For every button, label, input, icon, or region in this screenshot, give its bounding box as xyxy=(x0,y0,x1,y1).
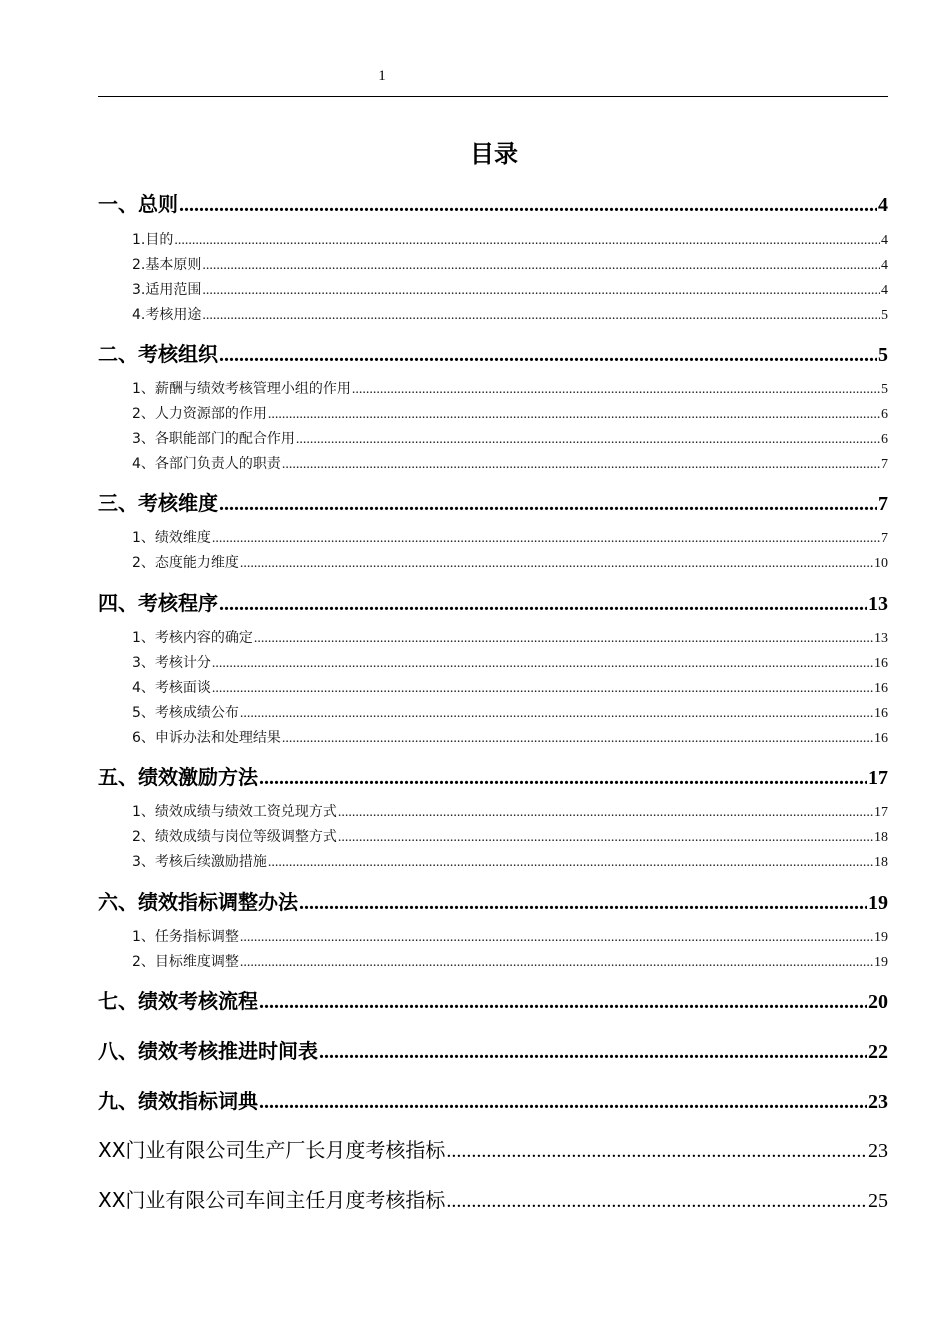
toc-entry-label: 1.目的 xyxy=(132,232,174,248)
toc-dot-leader xyxy=(319,1041,867,1064)
toc-dot-leader xyxy=(282,457,880,473)
toc-entry-page: 16 xyxy=(874,656,888,671)
toc-entry-label: 四、考核程序 xyxy=(98,591,218,615)
toc-entry-page: 4 xyxy=(878,194,888,216)
toc-entry-label: 5、考核成绩公布 xyxy=(132,705,239,721)
toc-entry-page: 16 xyxy=(874,731,888,746)
toc-entry-page: 23 xyxy=(868,1091,888,1113)
toc-dot-leader xyxy=(296,432,880,448)
toc-entry-label: 3、考核后续激励措施 xyxy=(132,854,267,870)
toc-entry-page: 17 xyxy=(874,805,888,820)
toc-entry-page: 13 xyxy=(868,593,888,615)
toc-entry-page: 7 xyxy=(881,531,888,546)
toc-entry-label: 一、总则 xyxy=(98,192,178,216)
toc-dot-leader xyxy=(240,706,873,722)
toc-subentry[interactable] xyxy=(132,926,888,946)
toc-subentry[interactable] xyxy=(132,453,888,473)
toc-entry-label: 二、考核组织 xyxy=(98,342,218,366)
header-rule xyxy=(98,96,888,97)
toc-entry[interactable] xyxy=(98,1085,888,1111)
toc-title: 目录 xyxy=(470,140,518,168)
toc-entry-page: 17 xyxy=(868,767,888,789)
toc-entry-label: 2、绩效成绩与岗位等级调整方式 xyxy=(132,829,337,845)
toc-dot-leader xyxy=(240,556,873,572)
toc-dot-leader xyxy=(268,855,873,871)
toc-subentry[interactable] xyxy=(132,552,888,572)
toc-entry-label: 八、绩效考核推进时间表 xyxy=(98,1039,318,1063)
toc-dot-leader xyxy=(202,283,880,299)
toc-entry-page: 13 xyxy=(874,631,888,646)
toc-entry-label: 3.适用范围 xyxy=(132,282,202,298)
toc-entry[interactable] xyxy=(98,487,888,513)
toc-entry-page: 5 xyxy=(878,344,888,366)
toc-dot-leader xyxy=(254,631,873,647)
toc-entry-label: 2、人力资源部的作用 xyxy=(132,406,267,422)
toc-entry[interactable] xyxy=(98,587,888,613)
toc-subentry[interactable] xyxy=(132,428,888,448)
toc-entry[interactable] xyxy=(98,188,888,214)
toc-entry-page: 6 xyxy=(881,407,888,422)
toc-entry-page: 20 xyxy=(868,991,888,1013)
toc-subentry[interactable] xyxy=(132,677,888,697)
toc-entry-page: 5 xyxy=(881,308,888,323)
toc-entry-label: 3、各职能部门的配合作用 xyxy=(132,431,295,447)
toc-entry-label: XX门业有限公司车间主任月度考核指标 xyxy=(98,1188,446,1212)
toc-entry-label: 2、态度能力维度 xyxy=(132,555,239,571)
toc-entry-page: 10 xyxy=(874,556,888,571)
toc-entry-page: 18 xyxy=(874,830,888,845)
toc-dot-leader xyxy=(338,805,873,821)
toc-entry-label: 1、任务指标调整 xyxy=(132,929,239,945)
toc-entry-label: 九、绩效指标词典 xyxy=(98,1089,258,1113)
toc-dot-leader xyxy=(299,892,867,915)
toc-dot-leader xyxy=(219,593,867,616)
toc-entry-label: XX门业有限公司生产厂长月度考核指标 xyxy=(98,1138,446,1162)
toc-entry-page: 7 xyxy=(878,493,888,515)
toc-dot-leader xyxy=(202,258,880,274)
toc-subentry[interactable] xyxy=(132,851,888,871)
toc-dot-leader xyxy=(212,656,873,672)
toc-subentry[interactable] xyxy=(132,279,888,299)
toc-entry-page: 23 xyxy=(868,1140,888,1162)
toc-entry-label: 三、考核维度 xyxy=(98,491,218,515)
toc-entry[interactable] xyxy=(98,761,888,787)
toc-entry-page: 5 xyxy=(881,382,888,397)
toc-dot-leader xyxy=(259,991,867,1014)
toc-entry-page: 4 xyxy=(881,233,888,248)
toc-entry-page: 16 xyxy=(874,706,888,721)
toc-entry-page: 22 xyxy=(868,1041,888,1063)
toc-subentry[interactable] xyxy=(132,527,888,547)
toc-entry-page: 4 xyxy=(881,258,888,273)
toc-entry-label: 五、绩效激励方法 xyxy=(98,765,258,789)
toc-subentry[interactable] xyxy=(132,652,888,672)
toc-dot-leader xyxy=(212,681,873,697)
toc-dot-leader xyxy=(219,344,877,367)
toc-dot-leader xyxy=(240,930,873,946)
toc-entry-label: 2.基本原则 xyxy=(132,257,202,273)
toc-subentry[interactable] xyxy=(132,702,888,722)
toc-entry-label: 2、目标维度调整 xyxy=(132,954,239,970)
toc-entry[interactable] xyxy=(98,1184,888,1210)
toc-entry-page: 6 xyxy=(881,432,888,447)
toc-entry-page: 25 xyxy=(868,1190,888,1212)
toc-subentry[interactable] xyxy=(132,403,888,423)
toc-subentry[interactable] xyxy=(132,951,888,971)
toc-entry[interactable] xyxy=(98,985,888,1011)
toc-dot-leader xyxy=(212,531,880,547)
toc-entry[interactable] xyxy=(98,338,888,364)
toc-entry-page: 16 xyxy=(874,681,888,696)
toc-entry[interactable] xyxy=(98,1134,888,1160)
toc-dot-leader xyxy=(259,767,867,790)
toc-dot-leader xyxy=(268,407,880,423)
toc-entry-label: 1、考核内容的确定 xyxy=(132,630,253,646)
toc-subentry[interactable] xyxy=(132,254,888,274)
toc-subentry[interactable] xyxy=(132,304,888,324)
toc-entry-label: 六、绩效指标调整办法 xyxy=(98,890,298,914)
toc-subentry[interactable] xyxy=(132,727,888,747)
toc-dot-leader xyxy=(219,493,877,516)
toc-dot-leader xyxy=(446,1190,867,1213)
toc-dot-leader xyxy=(202,308,880,324)
toc-subentry[interactable] xyxy=(132,627,888,647)
toc-entry-page: 18 xyxy=(874,855,888,870)
toc-entry-page: 4 xyxy=(881,283,888,298)
toc-entry-label: 4、各部门负责人的职责 xyxy=(132,456,281,472)
toc-entry-label: 1、绩效维度 xyxy=(132,530,211,546)
toc-subentry[interactable] xyxy=(132,826,888,846)
toc-entry-page: 19 xyxy=(868,892,888,914)
toc-dot-leader xyxy=(179,194,877,217)
toc-dot-leader xyxy=(174,233,880,249)
page-number: 1 xyxy=(378,68,386,84)
toc-dot-leader xyxy=(282,731,873,747)
toc-entry-page: 7 xyxy=(881,457,888,472)
toc-dot-leader xyxy=(259,1091,867,1114)
toc-subentry[interactable] xyxy=(132,378,888,398)
toc-entry-label: 4.考核用途 xyxy=(132,307,202,323)
toc-dot-leader xyxy=(338,830,873,846)
toc-subentry[interactable] xyxy=(132,801,888,821)
toc-entry-label: 1、薪酬与绩效考核管理小组的作用 xyxy=(132,381,351,397)
toc-entry-label: 3、考核计分 xyxy=(132,655,211,671)
toc-entry-label: 1、绩效成绩与绩效工资兑现方式 xyxy=(132,804,337,820)
toc-dot-leader xyxy=(240,955,873,971)
toc-dot-leader xyxy=(352,382,880,398)
toc-entry-page: 19 xyxy=(874,930,888,945)
toc-entry-label: 6、申诉办法和处理结果 xyxy=(132,730,281,746)
toc-entry[interactable] xyxy=(98,1035,888,1061)
toc-entry[interactable] xyxy=(98,886,888,912)
toc-entry-label: 七、绩效考核流程 xyxy=(98,989,258,1013)
toc-entry-page: 19 xyxy=(874,955,888,970)
toc-entry-label: 4、考核面谈 xyxy=(132,680,211,696)
toc-dot-leader xyxy=(446,1140,867,1163)
toc-subentry[interactable] xyxy=(132,229,888,249)
